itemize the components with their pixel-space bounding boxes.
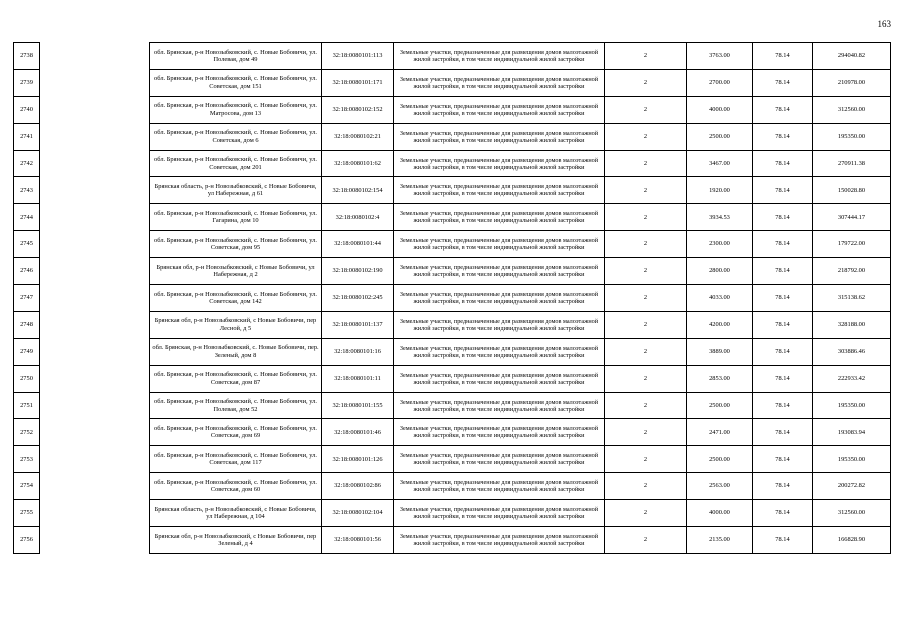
cadastral-number-cell: 32:18:0080101:62: [322, 150, 394, 177]
group-cell: 2: [605, 96, 687, 123]
area-cell: 2135.00: [687, 527, 753, 554]
rate-cell: 78.14: [753, 231, 813, 258]
address-cell: Брянская обл, р-н Новозыбковский, с Новые Бобовичи, ул Набережная, д 2: [150, 258, 322, 285]
table-row: [14, 150, 40, 177]
row-number: 2756: [14, 527, 40, 554]
row-number: 2738: [14, 43, 40, 70]
rate-cell: 78.14: [753, 204, 813, 231]
address-cell: Брянская обл, р-н Новозыбковский, с Новые Бобовичи, пер Лесной, д 5: [150, 311, 322, 338]
table-row: [150, 527, 891, 554]
group-cell: 2: [605, 419, 687, 446]
cadastral-value-cell: 312560.00: [813, 96, 891, 123]
cadastral-value-cell: 195350.00: [813, 392, 891, 419]
group-cell: 2: [605, 123, 687, 150]
area-cell: 4000.00: [687, 96, 753, 123]
land-use-type-cell: Земельные участки, предназначенные для размещения домов малоэтажной жилой застройки, в том числе индивидуальной жилой застройки: [394, 177, 605, 204]
cadastral-value-cell: 166828.90: [813, 527, 891, 554]
area-cell: 1920.00: [687, 177, 753, 204]
rate-cell: 78.14: [753, 338, 813, 365]
land-use-type-cell: Земельные участки, предназначенные для размещения домов малоэтажной жилой застройки, в том числе индивидуальной жилой застройки: [394, 204, 605, 231]
area-cell: 3889.00: [687, 338, 753, 365]
rate-cell: 78.14: [753, 500, 813, 527]
cadastral-value-cell: 328188.00: [813, 311, 891, 338]
group-cell: 2: [605, 43, 687, 70]
land-use-type-cell: Земельные участки, предназначенные для размещения домов малоэтажной жилой застройки, в том числе индивидуальной жилой застройки: [394, 43, 605, 70]
cadastral-value-cell: 218792.00: [813, 258, 891, 285]
group-cell: 2: [605, 527, 687, 554]
rate-cell: 78.14: [753, 311, 813, 338]
group-cell: 2: [605, 150, 687, 177]
area-cell: 2500.00: [687, 446, 753, 473]
address-cell: обл. Брянская, р-н Новозыбковский, с. Новые Бобовичи, ул. Советская, дом 201: [150, 150, 322, 177]
table-row: [14, 96, 40, 123]
rate-cell: 78.14: [753, 123, 813, 150]
cadastral-value-cell: 210978.00: [813, 69, 891, 96]
group-cell: 2: [605, 500, 687, 527]
cadastral-number-cell: 32:18:0080101:113: [322, 43, 394, 70]
area-cell: 2563.00: [687, 473, 753, 500]
area-cell: 4200.00: [687, 311, 753, 338]
rate-cell: 78.14: [753, 69, 813, 96]
table-row: [14, 43, 40, 70]
row-number: 2749: [14, 338, 40, 365]
cadastral-number-cell: 32:18:0080101:16: [322, 338, 394, 365]
rate-cell: 78.14: [753, 258, 813, 285]
group-cell: 2: [605, 204, 687, 231]
table-row: [14, 311, 40, 338]
row-number: 2748: [14, 311, 40, 338]
cadastral-number-cell: 32:18:0080101:46: [322, 419, 394, 446]
page-number: 163: [877, 19, 891, 29]
row-number-table: [13, 42, 40, 554]
address-cell: обл. Брянская, р-н Новозыбковский, с. Новые Бобовичи, пер. Зеленый, дом 8: [150, 338, 322, 365]
table-row: [150, 123, 891, 150]
table-row: [14, 204, 40, 231]
group-cell: 2: [605, 392, 687, 419]
table-row: [150, 204, 891, 231]
table-row: [14, 258, 40, 285]
area-cell: 2300.00: [687, 231, 753, 258]
cadastral-value-cell: 294040.82: [813, 43, 891, 70]
rate-cell: 78.14: [753, 392, 813, 419]
cadastral-number-cell: 32:18:0080102:190: [322, 258, 394, 285]
table-row: [14, 392, 40, 419]
area-cell: 4000.00: [687, 500, 753, 527]
area-cell: 3467.00: [687, 150, 753, 177]
table-row: [150, 150, 891, 177]
row-number: 2755: [14, 500, 40, 527]
cadastral-number-cell: 32:18:0080102:86: [322, 473, 394, 500]
address-cell: Брянская область, р-н Новозыбковский, с Новые Бобовичи, ул Набережная, д 104: [150, 500, 322, 527]
group-cell: 2: [605, 285, 687, 312]
table-row: [14, 338, 40, 365]
group-cell: 2: [605, 365, 687, 392]
row-number: 2744: [14, 204, 40, 231]
cadastral-number-cell: 32:18:0080102:104: [322, 500, 394, 527]
rate-cell: 78.14: [753, 446, 813, 473]
table-row: [150, 311, 891, 338]
rate-cell: 78.14: [753, 96, 813, 123]
cadastral-value-cell: 150028.80: [813, 177, 891, 204]
rate-cell: 78.14: [753, 365, 813, 392]
row-number: 2740: [14, 96, 40, 123]
group-cell: 2: [605, 231, 687, 258]
address-cell: обл. Брянская, р-н Новозыбковский, с. Новые Бобовичи, ул. Гагарина, дом 10: [150, 204, 322, 231]
table-row: [14, 419, 40, 446]
table-row: [14, 177, 40, 204]
cadastral-number-cell: 32:18:0080102:152: [322, 96, 394, 123]
table-row: [150, 177, 891, 204]
rate-cell: 78.14: [753, 177, 813, 204]
land-plot-table: [149, 42, 891, 554]
cadastral-number-cell: 32:18:0080101:44: [322, 231, 394, 258]
cadastral-number-cell: 32:18:0080102:4: [322, 204, 394, 231]
table-row: [150, 419, 891, 446]
table-row: [150, 43, 891, 70]
area-cell: 3934.53: [687, 204, 753, 231]
table-row: [14, 446, 40, 473]
area-cell: 2471.00: [687, 419, 753, 446]
land-use-type-cell: Земельные участки, предназначенные для размещения домов малоэтажной жилой застройки, в том числе индивидуальной жилой застройки: [394, 96, 605, 123]
row-number: 2747: [14, 285, 40, 312]
table-row: [150, 258, 891, 285]
land-use-type-cell: Земельные участки, предназначенные для размещения домов малоэтажной жилой застройки, в том числе индивидуальной жилой застройки: [394, 258, 605, 285]
row-number: 2745: [14, 231, 40, 258]
area-cell: 3763.00: [687, 43, 753, 70]
cadastral-number-cell: 32:18:0080101:137: [322, 311, 394, 338]
cadastral-number-cell: 32:18:0080101:56: [322, 527, 394, 554]
table-row: [14, 231, 40, 258]
table-row: [150, 69, 891, 96]
table-row: [150, 392, 891, 419]
group-cell: 2: [605, 311, 687, 338]
area-cell: 2500.00: [687, 123, 753, 150]
row-number: 2746: [14, 258, 40, 285]
land-use-type-cell: Земельные участки, предназначенные для размещения домов малоэтажной жилой застройки, в том числе индивидуальной жилой застройки: [394, 69, 605, 96]
rate-cell: 78.14: [753, 473, 813, 500]
land-use-type-cell: Земельные участки, предназначенные для размещения домов малоэтажной жилой застройки, в том числе индивидуальной жилой застройки: [394, 150, 605, 177]
address-cell: Брянская область, р-н Новозыбковский, с Новые Бобовичи, ул Набережная, д 61: [150, 177, 322, 204]
cadastral-value-cell: 193083.94: [813, 419, 891, 446]
row-number: 2752: [14, 419, 40, 446]
cadastral-value-cell: 222933.42: [813, 365, 891, 392]
cadastral-value-cell: 195350.00: [813, 446, 891, 473]
address-cell: обл. Брянская, р-н Новозыбковский, с. Новые Бобовичи, ул. Советская, дом 151: [150, 69, 322, 96]
cadastral-value-cell: 312560.00: [813, 500, 891, 527]
land-use-type-cell: Земельные участки, предназначенные для размещения домов малоэтажной жилой застройки, в том числе индивидуальной жилой застройки: [394, 231, 605, 258]
group-cell: 2: [605, 446, 687, 473]
table-row: [14, 527, 40, 554]
table-row: [150, 446, 891, 473]
address-cell: обл. Брянская, р-н Новозыбковский, с. Новые Бобовичи, ул. Матросова, дом 13: [150, 96, 322, 123]
land-use-type-cell: Земельные участки, предназначенные для размещения домов малоэтажной жилой застройки, в том числе индивидуальной жилой застройки: [394, 527, 605, 554]
cadastral-value-cell: 303886.46: [813, 338, 891, 365]
area-cell: 2800.00: [687, 258, 753, 285]
land-use-type-cell: Земельные участки, предназначенные для размещения домов малоэтажной жилой застройки, в том числе индивидуальной жилой застройки: [394, 446, 605, 473]
rate-cell: 78.14: [753, 43, 813, 70]
land-use-type-cell: Земельные участки, предназначенные для размещения домов малоэтажной жилой застройки, в том числе индивидуальной жилой застройки: [394, 338, 605, 365]
table-row: [150, 473, 891, 500]
cadastral-value-cell: 200272.82: [813, 473, 891, 500]
table-row: [14, 123, 40, 150]
table-row: [14, 473, 40, 500]
land-use-type-cell: Земельные участки, предназначенные для размещения домов малоэтажной жилой застройки, в том числе индивидуальной жилой застройки: [394, 392, 605, 419]
address-cell: обл. Брянская, р-н Новозыбковский, с. Новые Бобовичи, ул. Полевая, дом 52: [150, 392, 322, 419]
cadastral-number-cell: 32:18:0080101:11: [322, 365, 394, 392]
row-number: 2754: [14, 473, 40, 500]
area-cell: 2700.00: [687, 69, 753, 96]
cadastral-value-cell: 195350.00: [813, 123, 891, 150]
address-cell: обл. Брянская, р-н Новозыбковский, с. Новые Бобовичи, ул. Советская, дом 6: [150, 123, 322, 150]
address-cell: обл. Брянская, р-н Новозыбковский, с. Новые Бобовичи, ул. Советская, дом 142: [150, 285, 322, 312]
area-cell: 4033.00: [687, 285, 753, 312]
cadastral-number-cell: 32:18:0080102:154: [322, 177, 394, 204]
address-cell: обл. Брянская, р-н Новозыбковский, с. Новые Бобовичи, ул. Советская, дом 60: [150, 473, 322, 500]
rate-cell: 78.14: [753, 419, 813, 446]
cadastral-value-cell: 307444.17: [813, 204, 891, 231]
row-number: 2750: [14, 365, 40, 392]
group-cell: 2: [605, 338, 687, 365]
land-use-type-cell: Земельные участки, предназначенные для размещения домов малоэтажной жилой застройки, в том числе индивидуальной жилой застройки: [394, 285, 605, 312]
address-cell: обл. Брянская, р-н Новозыбковский, с. Новые Бобовичи, ул. Советская, дом 95: [150, 231, 322, 258]
row-number: 2751: [14, 392, 40, 419]
rate-cell: 78.14: [753, 150, 813, 177]
row-number: 2753: [14, 446, 40, 473]
land-use-type-cell: Земельные участки, предназначенные для размещения домов малоэтажной жилой застройки, в том числе индивидуальной жилой застройки: [394, 419, 605, 446]
group-cell: 2: [605, 69, 687, 96]
cadastral-value-cell: 315138.62: [813, 285, 891, 312]
table-row: [14, 500, 40, 527]
cadastral-number-cell: 32:18:0080101:126: [322, 446, 394, 473]
land-use-type-cell: Земельные участки, предназначенные для размещения домов малоэтажной жилой застройки, в том числе индивидуальной жилой застройки: [394, 365, 605, 392]
address-cell: обл. Брянская, р-н Новозыбковский, с. Новые Бобовичи, ул. Советская, дом 117: [150, 446, 322, 473]
address-cell: обл. Брянская, р-н Новозыбковский, с. Новые Бобовичи, ул. Полевая, дом 49: [150, 43, 322, 70]
table-row: [150, 96, 891, 123]
cadastral-number-cell: 32:18:0080101:155: [322, 392, 394, 419]
rate-cell: 78.14: [753, 527, 813, 554]
table-row: [14, 69, 40, 96]
rate-cell: 78.14: [753, 285, 813, 312]
table-row: [14, 285, 40, 312]
row-number: 2739: [14, 69, 40, 96]
cadastral-value-cell: 179722.00: [813, 231, 891, 258]
area-cell: 2500.00: [687, 392, 753, 419]
table-row: [14, 365, 40, 392]
land-use-type-cell: Земельные участки, предназначенные для размещения домов малоэтажной жилой застройки, в том числе индивидуальной жилой застройки: [394, 473, 605, 500]
table-row: [150, 365, 891, 392]
table-row: [150, 285, 891, 312]
row-number: 2741: [14, 123, 40, 150]
land-use-type-cell: Земельные участки, предназначенные для размещения домов малоэтажной жилой застройки, в том числе индивидуальной жилой застройки: [394, 123, 605, 150]
address-cell: обл. Брянская, р-н Новозыбковский, с. Новые Бобовичи, ул. Советская, дом 87: [150, 365, 322, 392]
area-cell: 2853.00: [687, 365, 753, 392]
address-cell: Брянская обл, р-н Новозыбковский, с Новые Бобовичи, пер Зеленый, д 4: [150, 527, 322, 554]
cadastral-number-cell: 32:18:0080102:245: [322, 285, 394, 312]
land-use-type-cell: Земельные участки, предназначенные для размещения домов малоэтажной жилой застройки, в том числе индивидуальной жилой застройки: [394, 311, 605, 338]
address-cell: обл. Брянская, р-н Новозыбковский, с. Новые Бобовичи, ул. Советская, дом 69: [150, 419, 322, 446]
row-number: 2743: [14, 177, 40, 204]
cadastral-value-cell: 270911.38: [813, 150, 891, 177]
row-number: 2742: [14, 150, 40, 177]
group-cell: 2: [605, 258, 687, 285]
cadastral-number-cell: 32:18:0080102:21: [322, 123, 394, 150]
land-use-type-cell: Земельные участки, предназначенные для размещения домов малоэтажной жилой застройки, в том числе индивидуальной жилой застройки: [394, 500, 605, 527]
table-row: [150, 338, 891, 365]
table-row: [150, 500, 891, 527]
group-cell: 2: [605, 473, 687, 500]
table-row: [150, 231, 891, 258]
cadastral-number-cell: 32:18:0080101:171: [322, 69, 394, 96]
group-cell: 2: [605, 177, 687, 204]
